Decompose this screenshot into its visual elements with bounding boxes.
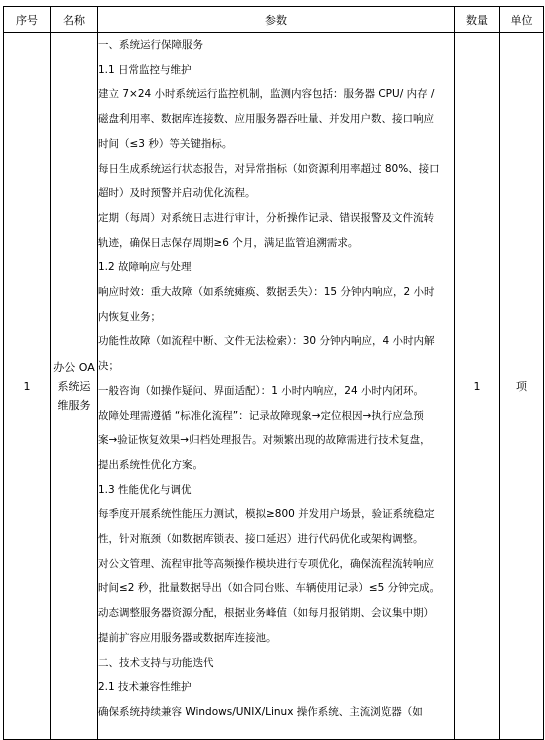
header-no: 序号 xyxy=(4,7,51,33)
section-heading: 一、系统运行保障服务 xyxy=(98,39,203,51)
cell-params xyxy=(98,33,455,740)
param-line: 磁盘利用率、数据库连接数、应用服务器吞吐量、并发用户数、接口响应 xyxy=(98,113,434,126)
section-heading: 二、技术支持与功能迭代 xyxy=(98,656,214,669)
param-line: 决； xyxy=(98,360,119,373)
header-row xyxy=(4,7,544,33)
name-line: 维服务 xyxy=(57,398,91,412)
param-line: 时间（≤3 秒）等关键指标。 xyxy=(98,137,233,150)
param-line: 性，针对瓶颈（如数据库锁表、接口延迟）进行代码优化或架构调整。 xyxy=(98,533,424,546)
param-line: 建立 7×24 小时系统运行监控机制，监测内容包括：服务器 CPU/ 内存 / xyxy=(98,88,435,101)
param-line: 提前扩容应用服务器或数据库连接池。 xyxy=(98,631,277,644)
param-line: 功能性故障（如流程中断、文件无法检索）：30 分钟内响应，4 小时内解 xyxy=(98,335,435,348)
subsection-heading: 1.3 性能优化与调优 xyxy=(98,483,192,496)
cell-no: 1 xyxy=(4,33,51,740)
spec-table xyxy=(3,6,544,740)
subsection-heading: 1.2 故障响应与处理 xyxy=(98,261,192,274)
header-unit: 单位 xyxy=(500,7,544,33)
param-line: 内恢复业务； xyxy=(98,310,161,323)
param-line: 对公文管理、流程审批等高频操作模块进行专项优化，确保流程流转响应 xyxy=(98,557,434,570)
param-line: 超时）及时预警并启动优化流程。 xyxy=(98,187,256,200)
header-qty: 数量 xyxy=(455,7,500,33)
name-line: 系统运 xyxy=(57,379,91,393)
param-line: 每日生成系统运行状态报告，对异常指标（如资源利用率超过 80%、接口 xyxy=(98,162,440,175)
cell-name xyxy=(51,33,98,740)
param-line: 故障处理需遵循 “标准化流程”：记录故障现象→定位根因→执行应急预 xyxy=(98,409,424,422)
param-line: 每季度开展系统性能压力测试，模拟≥800 并发用户场景，验证系统稳定 xyxy=(98,508,435,521)
cell-unit: 项 xyxy=(500,33,544,740)
param-line: 案→验证恢复效果→归档处理报告。对频繁出现的故障需进行技术复盘， xyxy=(98,434,431,447)
header-params: 参数 xyxy=(98,7,455,33)
param-line: 轨迹，确保日志保存周期≥6 个月，满足监管追溯需求。 xyxy=(98,236,359,249)
param-line: 定期（每周）对系统日志进行审计，分析操作记录、错误报警及文件流转 xyxy=(98,211,434,224)
header-name: 名称 xyxy=(51,7,98,33)
table-row xyxy=(4,33,544,740)
param-line: 动态调整服务器资源分配，根据业务峰值（如每月报销期、会议集中期） xyxy=(98,607,434,620)
name-line: 办公 OA xyxy=(53,360,95,374)
cell-qty: 1 xyxy=(455,33,500,740)
param-line: 一般咨询（如操作疑问、界面适配）：1 小时内响应，24 小时内闭环。 xyxy=(98,384,424,397)
param-line: 响应时效：重大故障（如系统瘫痪、数据丢失）：15 分钟内响应，2 小时 xyxy=(98,286,435,299)
param-line: 时间≤2 秒，批量数据导出（如合同台账、车辆使用记录）≤5 分钟完成。 xyxy=(98,582,441,595)
subsection-heading: 2.1 技术兼容性维护 xyxy=(98,681,192,694)
param-line: 确保系统持续兼容 Windows/UNIX/Linux 操作系统、主流浏览器（如 xyxy=(98,705,423,718)
param-line: 提出系统性优化方案。 xyxy=(98,458,203,471)
subsection-heading: 1.1 日常监控与维护 xyxy=(98,63,192,76)
